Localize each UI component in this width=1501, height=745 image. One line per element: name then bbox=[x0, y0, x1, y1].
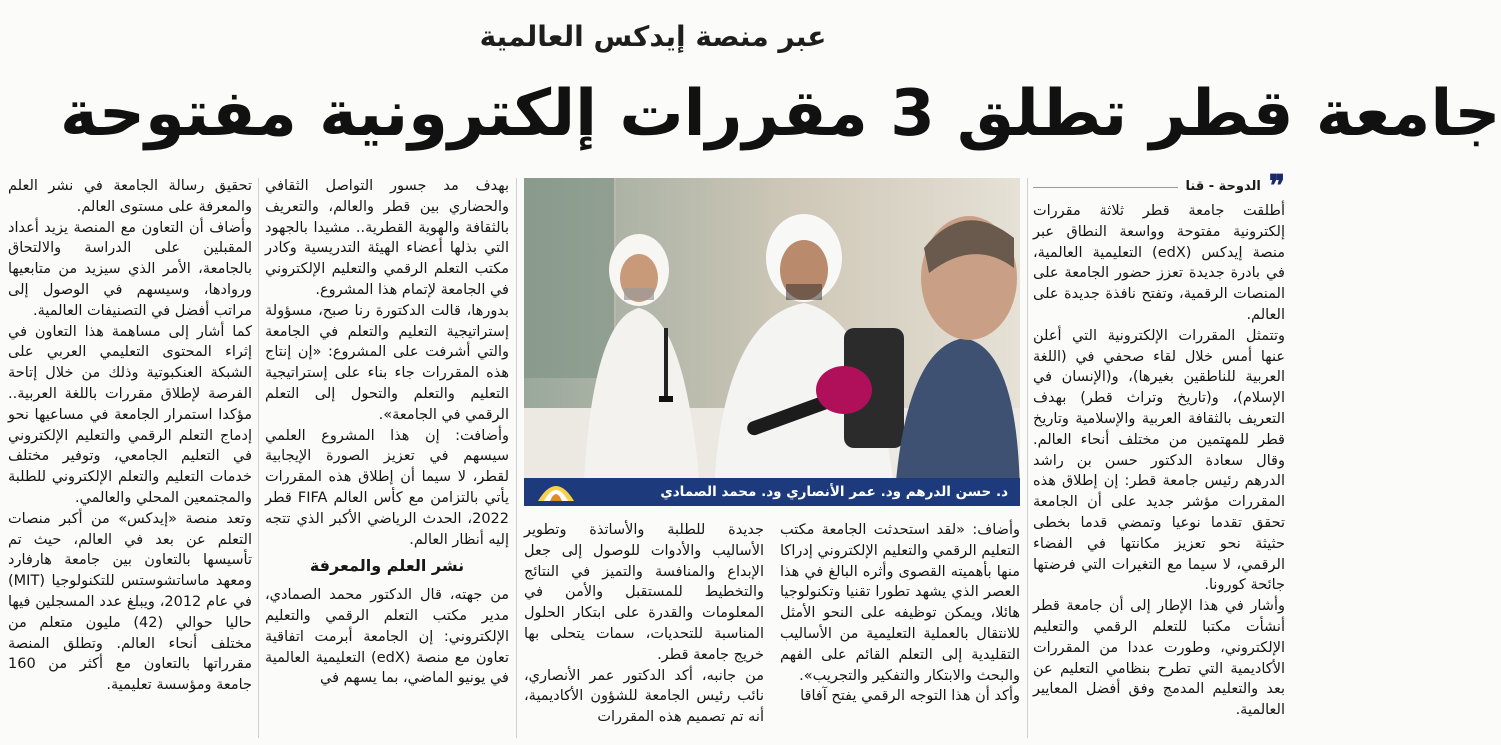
article-headline: جامعة قطر تطلق 3 مقررات إلكترونية مفتوحة bbox=[60, 77, 1501, 151]
column-5 bbox=[8, 176, 252, 742]
photo-illustration bbox=[524, 178, 1020, 506]
column-1 bbox=[1033, 169, 1286, 742]
paragraph: تحقيق رسالة الجامعة في نشر العلم والمعرفة على مستوى العالم. bbox=[8, 178, 252, 215]
photo-caption: د. حسن الدرهم ود. عمر الأنصاري ود. محمد الصمادي bbox=[524, 478, 1020, 506]
subheading: نشر العلم والمعرفة bbox=[309, 556, 465, 576]
paragraph: وأضافت: إن هذا المشروع العلمي سيسهم في تعزيز الصورة الإيجابية لقطر، لا سيما أن إطلاق هذه المقررات يأتي بالتزامن مع كأس العالم FIFA قطر 2022، الحدث الرياضي الأكبر الذي تتجه إليه أنظار العالم. bbox=[265, 427, 509, 548]
article-photo bbox=[524, 178, 1020, 506]
quote-icon: ❞ bbox=[1268, 169, 1285, 204]
paragraph: بهدف مد جسور التواصل الثقافي والحضاري بين قطر والعالم، والتعريف بالثقافة والهوية القطرية.. مشيدا بالجهود التي بذلها أعضاء الهيئة التدريسية وكادر مكتب التعلم الرقمي والتعليم الإلكتروني في الجامعة لإتمام هذا المشروع. bbox=[265, 178, 509, 298]
dateline-text: الدوحة - قنا bbox=[1185, 178, 1261, 194]
paragraph: بدورها، قالت الدكتورة رنا صبح، مسؤولة إستراتيجية التعليم والتعلم في الجامعة والتي أشرفت على المشروع: «إن إنتاج هذه المقررات جاء بناء على إستراتيجية التعليم والتعلم والتحول إلى التعلم الرقمي في الجامعة». bbox=[265, 302, 509, 423]
article-kicker: عبر منصة إيدكس العالمية bbox=[479, 20, 827, 53]
dateline bbox=[1033, 169, 1285, 204]
paragraph: كما أشار إلى مساهمة هذا التعاون في إثراء المحتوى التعليمي العربي على الشبكة العنكبوتية وذلك من خلال إتاحة الفرصة لإطلاق مقررات باللغة العربية.. مؤكدا استمرار الجامعة في مساعيها نحو إدماج التعلم الرقمي والتعليم الإلكتروني في التعليم الجامعي، وتوفير مختلف خدمات التعليم والتعلم الإلكتروني للطلبة والمجتمعين المحلي والعالمي. bbox=[8, 323, 252, 506]
paragraph: أطلقت جامعة قطر ثلاثة مقررات إلكترونية مفتوحة وواسعة النطاق عبر منصة إيدكس (edX) التعليمية العالمية، في بادرة جديدة تعزز حضور الجامعة على المنصات الرقمية، وتفتح نافذة جديدة على العالم. bbox=[1033, 203, 1286, 323]
paragraph: وأضاف أن التعاون مع المنصة يزيد أعداد المقبلين على الدراسة والالتحاق بالجامعة، الأمر الذي سيزيد من متابعيها وروادها، وسيسهم في الوصول إلى مراتب أفضل في التصنيفات العالمية. bbox=[8, 219, 252, 319]
column-4 bbox=[265, 176, 509, 742]
column-3 bbox=[524, 520, 764, 742]
paragraph: جديدة للطلبة والأساتذة وتطوير الأساليب والأدوات للوصول إلى جعل الإبداع والمنافسة والتميز في النتائج والتخطيط للمستقبل والأمن في المعلومات والقدرة على ابتكار الحلول المناسبة للتحديات، سمات يتحلى بها خريج جامعة قطر. bbox=[524, 522, 764, 663]
column-divider bbox=[516, 178, 517, 738]
dateline-rule bbox=[1033, 187, 1178, 188]
paragraph: من جهته، قال الدكتور محمد الصمادي، مدير مكتب التعلم الرقمي والتعليم الإلكتروني: إن الجامعة أبرمت اتفاقية تعاون مع منصة (edX) التعليمية العالمية في يونيو الماضي، بما يسهم في bbox=[265, 587, 510, 687]
paragraph: من جانبه، أكد الدكتور عمر الأنصاري، نائب رئيس الجامعة للشؤون الأكاديمية، أنه تم تصميم هذه المقررات bbox=[524, 667, 764, 726]
paragraph: وتتمثل المقررات الإلكترونية التي أعلن عنها أمس خلال لقاء صحفي في (اللغة العربية للناطقين بغيرها)، و(الإنسان في الإسلام)، و(تاريخ وتراث قطر) بهدف التعريف بالثقافة العربية والإسلامية وتاريخ قطر للمهتمين من مختلف أنحاء العالم. وقال سعادة الدكتور حسن بن راشد الدرهم رئيس جامعة قطر: إن إطلاق هذه المقررات مؤشر جديد على أن الجامعة تحقق تقدما نوعيا وتمضي قدما بخطى حثيثة نحو تعزيز مكانتها في الفضاء الرقمي، لا سيما مع التغيرات التي فرضتها جائحة كورونا. bbox=[1033, 327, 1285, 594]
paragraph: وأضاف: «لقد استحدثت الجامعة مكتب التعليم الرقمي والتعليم الإلكتروني إدراكا منها بأهميته القصوى وأثره البالغ في هذا العصر الذي يشهد تطورا تقنيا وتكنولوجيا هائلا، ويمكن توظيفه على النحو الأمثل للانتقال بالعملية التعليمية من الأساليب التقليدية إلى التعلم القائم على الفهم والبحث والابتكار والتفكير والتجريب». bbox=[780, 522, 1020, 684]
column-divider bbox=[258, 178, 259, 738]
paragraph: وتعد منصة «إيدكس» من أكبر منصات التعلم عن بعد في العالم، حيث تم تأسيسها بالتعاون بين جامعة هارفارد ومعهد ماساتشوستس للتكنولوجيا (MIT) في عام 2012، ويبلغ عدد المسجلين فيها حاليا حوالي (42) مليون متعلم من مختلف أنحاء العالم. وتطلق المنصة مقرراتها بالتعاون مع أكثر من 160 جامعة ومؤسسة تعليمية. bbox=[8, 510, 252, 694]
column-divider bbox=[1027, 178, 1028, 738]
paragraph: وأشار في هذا الإطار إلى أن جامعة قطر أنشأت مكتبا للتعلم الرقمي والتعليم الإلكتروني، وطورت عددا من المقررات الأكاديمية التي تطرح بنظامي التعليم عن بعد والتعليم المدمج وفق أفضل المعايير العالمية. bbox=[1033, 598, 1285, 719]
paragraph: وأكد أن هذا التوجه الرقمي يفتح آفاقا bbox=[800, 688, 1020, 705]
column-2 bbox=[780, 520, 1020, 742]
university-logo bbox=[534, 473, 578, 503]
